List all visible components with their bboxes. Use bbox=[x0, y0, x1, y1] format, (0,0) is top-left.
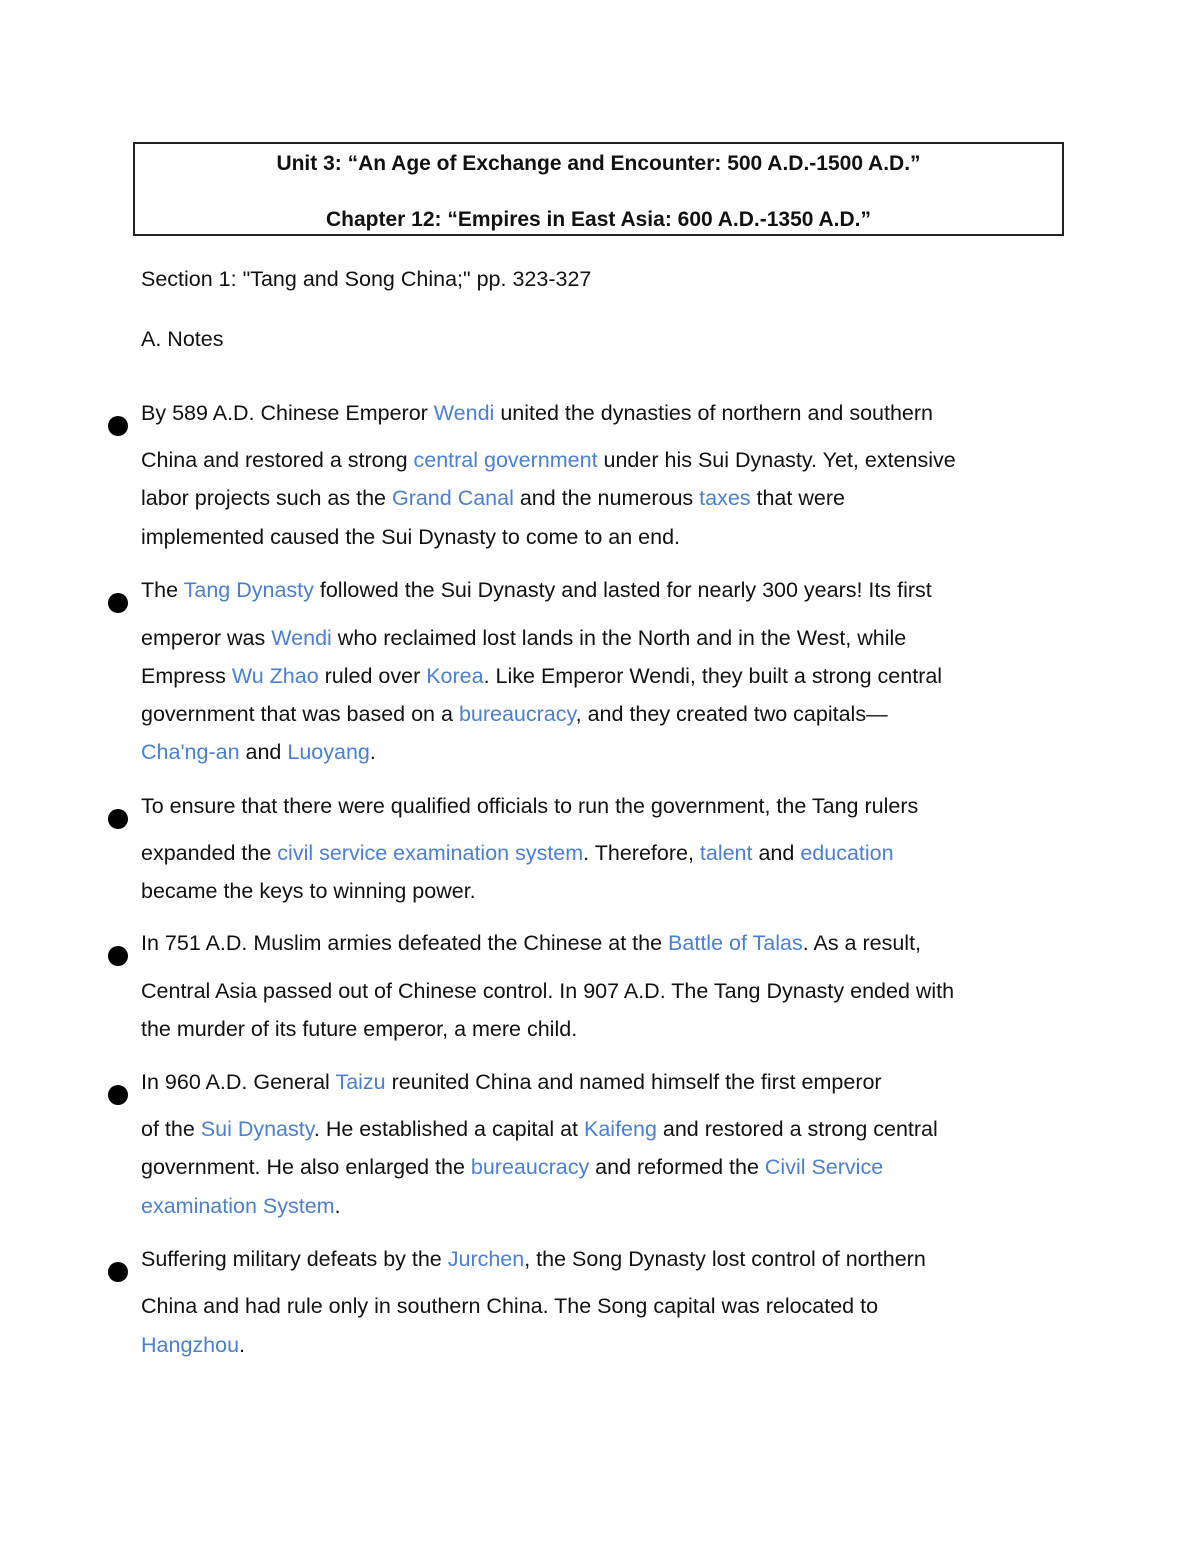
bullet-icon bbox=[108, 1085, 128, 1105]
text-run: and reformed the bbox=[589, 1155, 765, 1179]
keyword-term: Grand Canal bbox=[391, 486, 514, 510]
text-run: . bbox=[334, 1194, 341, 1218]
text-run: labor projects such as the bbox=[141, 486, 392, 510]
bullet-icon bbox=[108, 416, 128, 436]
bullet-text-line bbox=[141, 793, 918, 819]
keyword-term: Wu Zhao bbox=[231, 664, 319, 688]
bullet-text-line bbox=[141, 485, 845, 511]
bullet-text-line bbox=[141, 447, 956, 473]
keyword-term: education bbox=[800, 841, 894, 865]
text-run: became the keys to winning power. bbox=[141, 879, 476, 903]
bullet-text-line bbox=[141, 1193, 341, 1219]
keyword-term: Taizu bbox=[335, 1070, 386, 1094]
text-run: In 960 A.D. General bbox=[141, 1070, 336, 1094]
bullet-text-line bbox=[141, 739, 376, 765]
chapter-title: Chapter 12: “Empires in East Asia: 600 A.D.-1350 A.D.” bbox=[325, 208, 872, 231]
text-run: emperor was bbox=[141, 626, 272, 650]
keyword-term: Kaifeng bbox=[584, 1117, 657, 1141]
text-run: . He established a capital at bbox=[313, 1117, 584, 1141]
text-run: expanded the bbox=[141, 841, 278, 865]
text-run: China and had rule only in southern China. The Song capital was relocated to bbox=[141, 1294, 879, 1318]
text-run: and the numerous bbox=[513, 486, 700, 510]
text-run: , and they created two capitals— bbox=[575, 702, 888, 726]
notes-heading: A. Notes bbox=[141, 327, 224, 351]
bullet-text-line bbox=[141, 577, 932, 603]
keyword-term: talent bbox=[699, 841, 753, 865]
bullet-text-line bbox=[141, 878, 476, 904]
bullet-text-line bbox=[141, 663, 942, 689]
text-run: To ensure that there were qualified officials to run the government, the Tang rulers bbox=[141, 794, 919, 818]
text-run: Suffering military defeats by the bbox=[141, 1247, 448, 1271]
text-run: united the dynasties of northern and southern bbox=[494, 401, 934, 425]
text-run: ruled over bbox=[318, 664, 427, 688]
bullet-text-line bbox=[141, 400, 933, 426]
bullet-text-line bbox=[141, 1154, 883, 1180]
keyword-term: Hangzhou bbox=[141, 1333, 240, 1357]
bullet-text-line bbox=[141, 1016, 577, 1042]
bullet-icon bbox=[108, 946, 128, 966]
text-run: who reclaimed lost lands in the North and in the West, while bbox=[331, 626, 907, 650]
bullet-text-line bbox=[141, 625, 906, 651]
keyword-term: Sui Dynasty bbox=[200, 1117, 314, 1141]
keyword-term: taxes bbox=[699, 486, 751, 510]
unit-title: Unit 3: “An Age of Exchange and Encounter: 500 A.D.-1500 A.D.” bbox=[276, 152, 921, 175]
bullet-text-line bbox=[141, 524, 680, 550]
bullet-text-line bbox=[141, 1246, 926, 1272]
keyword-term: Korea bbox=[426, 664, 484, 688]
bullet-icon bbox=[108, 593, 128, 613]
text-run: In 751 A.D. Muslim armies defeated the Chinese at the bbox=[141, 931, 669, 955]
text-run: reunited China and named himself the first emperor bbox=[385, 1070, 882, 1094]
bullet-text-line bbox=[141, 1332, 245, 1358]
keyword-term: bureaucracy bbox=[470, 1155, 590, 1179]
bullet-icon bbox=[108, 1262, 128, 1282]
text-run: . Like Emperor Wendi, they built a strong central bbox=[483, 664, 943, 688]
keyword-term: Luoyang bbox=[287, 740, 370, 764]
text-run: . bbox=[239, 1333, 246, 1357]
text-run: of the bbox=[141, 1117, 201, 1141]
text-run: . bbox=[369, 740, 376, 764]
keyword-term: bureaucracy bbox=[458, 702, 576, 726]
text-run: followed the Sui Dynasty and lasted for nearly 300 years! Its first bbox=[313, 578, 932, 602]
text-run: Central Asia passed out of Chinese control. In 907 A.D. The Tang Dynasty ended with bbox=[141, 979, 955, 1003]
text-run: government. He also enlarged the bbox=[141, 1155, 471, 1179]
bullet-text-line bbox=[141, 930, 921, 956]
text-run: , the Song Dynasty lost control of northern bbox=[524, 1247, 926, 1271]
text-run: and restored a strong central bbox=[656, 1117, 938, 1141]
bullet-text-line bbox=[141, 1293, 878, 1319]
keyword-term: Tang Dynasty bbox=[183, 578, 314, 602]
bullet-text-line bbox=[141, 978, 954, 1004]
keyword-term: Battle of Talas bbox=[668, 931, 803, 955]
keyword-term: Wendi bbox=[271, 626, 332, 650]
text-run: and bbox=[239, 740, 288, 764]
bullet-text-line bbox=[141, 1069, 882, 1095]
text-run: implemented caused the Sui Dynasty to come to an end. bbox=[141, 525, 681, 549]
text-run: and bbox=[752, 841, 801, 865]
text-run: By 589 A.D. Chinese Emperor bbox=[141, 401, 434, 425]
text-run: the murder of its future emperor, a mere child. bbox=[141, 1017, 578, 1041]
keyword-term: examination System bbox=[141, 1194, 335, 1218]
text-run: The bbox=[141, 578, 184, 602]
keyword-term: Wendi bbox=[433, 401, 495, 425]
bullet-text-line bbox=[141, 701, 888, 727]
text-run: . As a result, bbox=[802, 931, 922, 955]
keyword-term: civil service examination system bbox=[277, 841, 584, 865]
keyword-term: Cha'ng-an bbox=[141, 740, 240, 764]
keyword-term: Civil Service bbox=[764, 1155, 884, 1179]
text-run: . Therefore, bbox=[583, 841, 700, 865]
text-run: China and restored a strong bbox=[141, 448, 414, 472]
bullet-icon bbox=[108, 809, 128, 829]
bullet-text-line bbox=[141, 840, 894, 866]
keyword-term: Jurchen bbox=[447, 1247, 525, 1271]
title-box bbox=[133, 142, 1064, 236]
text-run: under his Sui Dynasty. Yet, extensive bbox=[597, 448, 956, 472]
text-run: government that was based on a bbox=[141, 702, 459, 726]
keyword-term: central government bbox=[413, 448, 598, 472]
bullet-text-line bbox=[141, 1116, 938, 1142]
text-run: that were bbox=[750, 486, 845, 510]
text-run: Empress bbox=[141, 664, 232, 688]
section-heading: Section 1: "Tang and Song China;" pp. 323-327 bbox=[141, 267, 592, 291]
